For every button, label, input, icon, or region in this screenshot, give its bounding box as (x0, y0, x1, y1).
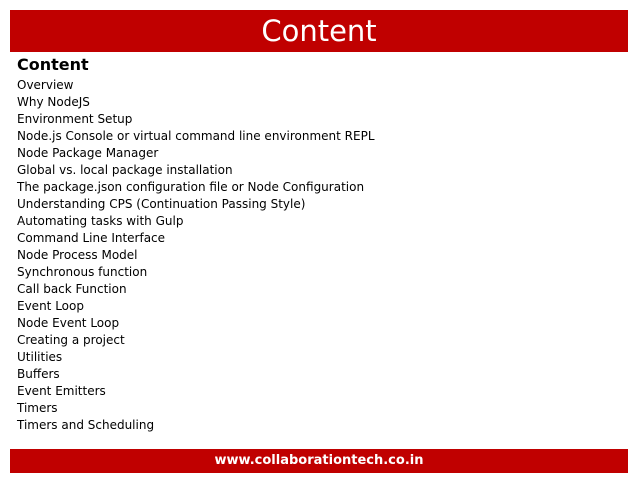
list-item: Automating tasks with Gulp (17, 214, 184, 228)
footer-url: www.collaborationtech.co.in (214, 453, 424, 468)
list-item: Event Loop (17, 299, 84, 313)
content-heading: Content (17, 55, 89, 74)
list-item: Synchronous function (17, 265, 148, 279)
list-item: Event Emitters (17, 384, 106, 398)
list-item: Overview (17, 78, 74, 92)
list-item: Why NodeJS (17, 95, 90, 109)
slide-title: Content (261, 14, 377, 48)
list-item: Buffers (17, 367, 60, 381)
list-item: Timers (17, 401, 58, 415)
list-item: Creating a project (17, 333, 125, 347)
list-item: Utilities (17, 350, 63, 364)
list-item: Understanding CPS (Continuation Passing Style) (17, 197, 306, 211)
list-item: Environment Setup (17, 112, 133, 126)
list-item: Call back Function (17, 282, 127, 296)
footer-bar (10, 449, 628, 473)
list-item: Node Process Model (17, 248, 138, 262)
slide-title-bar (10, 10, 628, 52)
list-item: Node Package Manager (17, 146, 159, 160)
content-list (17, 77, 375, 434)
list-item: The package.json configuration file or Node Configuration (17, 180, 365, 194)
list-item: Node Event Loop (17, 316, 120, 330)
list-item: Global vs. local package installation (17, 163, 233, 177)
list-item: Command Line Interface (17, 231, 166, 245)
list-item: Node.js Console or virtual command line environment REPL (17, 129, 375, 143)
list-item: Timers and Scheduling (17, 418, 155, 432)
